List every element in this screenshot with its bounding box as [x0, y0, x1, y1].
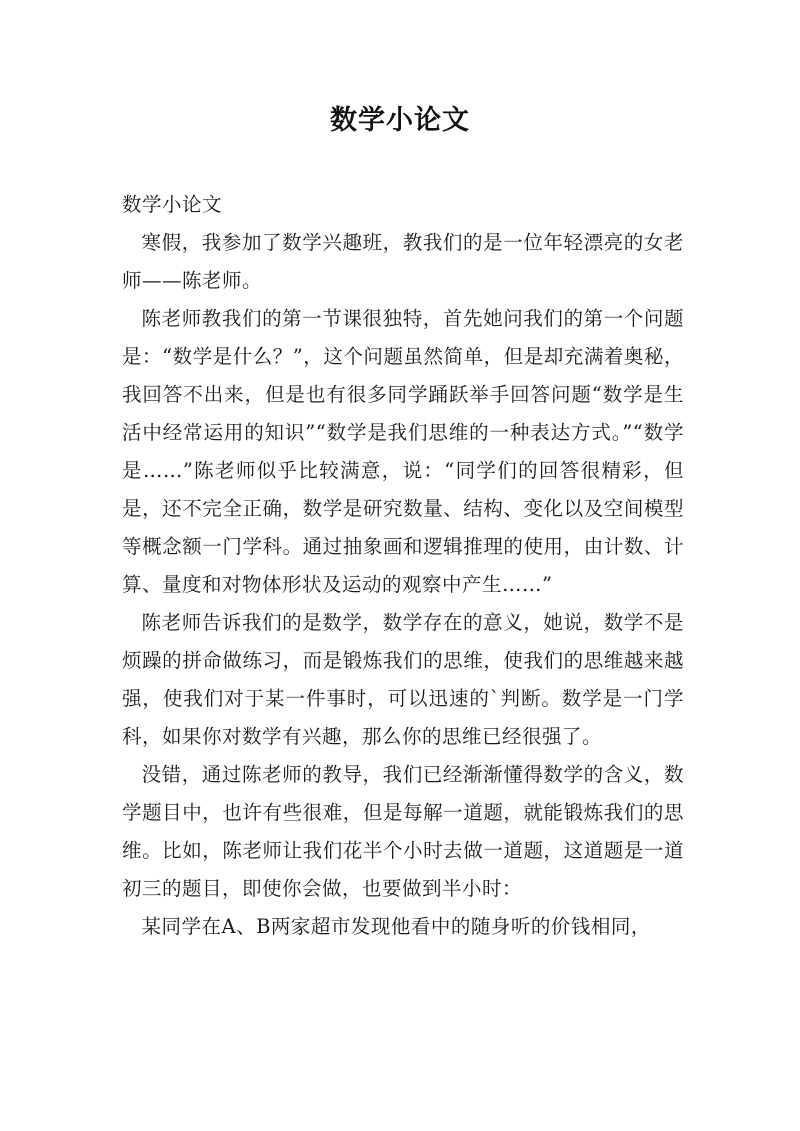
- document-subtitle: 数学小论文: [122, 193, 223, 216]
- document-title: 数学小论文: [330, 105, 470, 136]
- paragraph-2: 陈老师教我们的第一节课很独特，首先她问我们的第一个问题是：“数学是什么？”，这个问题虽然简单，但是却充满着奥秘，我回答不出来，但是也有很多同学踊跃举手回答问题“数学是生活中经常运用的知识”“数学是我们思维的一种表达方式。”“数学是……”陈老师似乎比较满意，说：“同学们的回答很精彩，但是，还不完全正确，数学是研究数量、结构、变化以及空间模型等概念额一门学科。通过抽象画和逻辑推理的使用，由计数、计算、量度和对物体形状及运动的观察中产生……”: [122, 307, 684, 596]
- document-body: [122, 186, 684, 946]
- paragraph-4: 没错，通过陈老师的教导，我们已经渐渐懂得数学的含义，数学题目中，也许有些很难，但是每解一道题，就能锻炼我们的思维。比如，陈老师让我们花半个小时去做一道题，这道题是一道初三的题目，即使你会做，也要做到半小时：: [122, 763, 684, 900]
- paragraph-5: 某同学在A、B两家超市发现他看中的随身听的价钱相同，: [141, 915, 651, 938]
- paragraph-1: 寒假，我参加了数学兴趣班，教我们的是一位年轻漂亮的女老师——陈老师。: [122, 231, 684, 292]
- paragraph-3: 陈老师告诉我们的是数学，数学存在的意义，她说，数学不是烦躁的拼命做练习，而是锻炼我们的思维，使我们的思维越来越强，使我们对于某一件事时，可以迅速的`判断。数学是一门学科，如果你对数学有兴趣，那么你的思维已经很强了。: [122, 611, 684, 748]
